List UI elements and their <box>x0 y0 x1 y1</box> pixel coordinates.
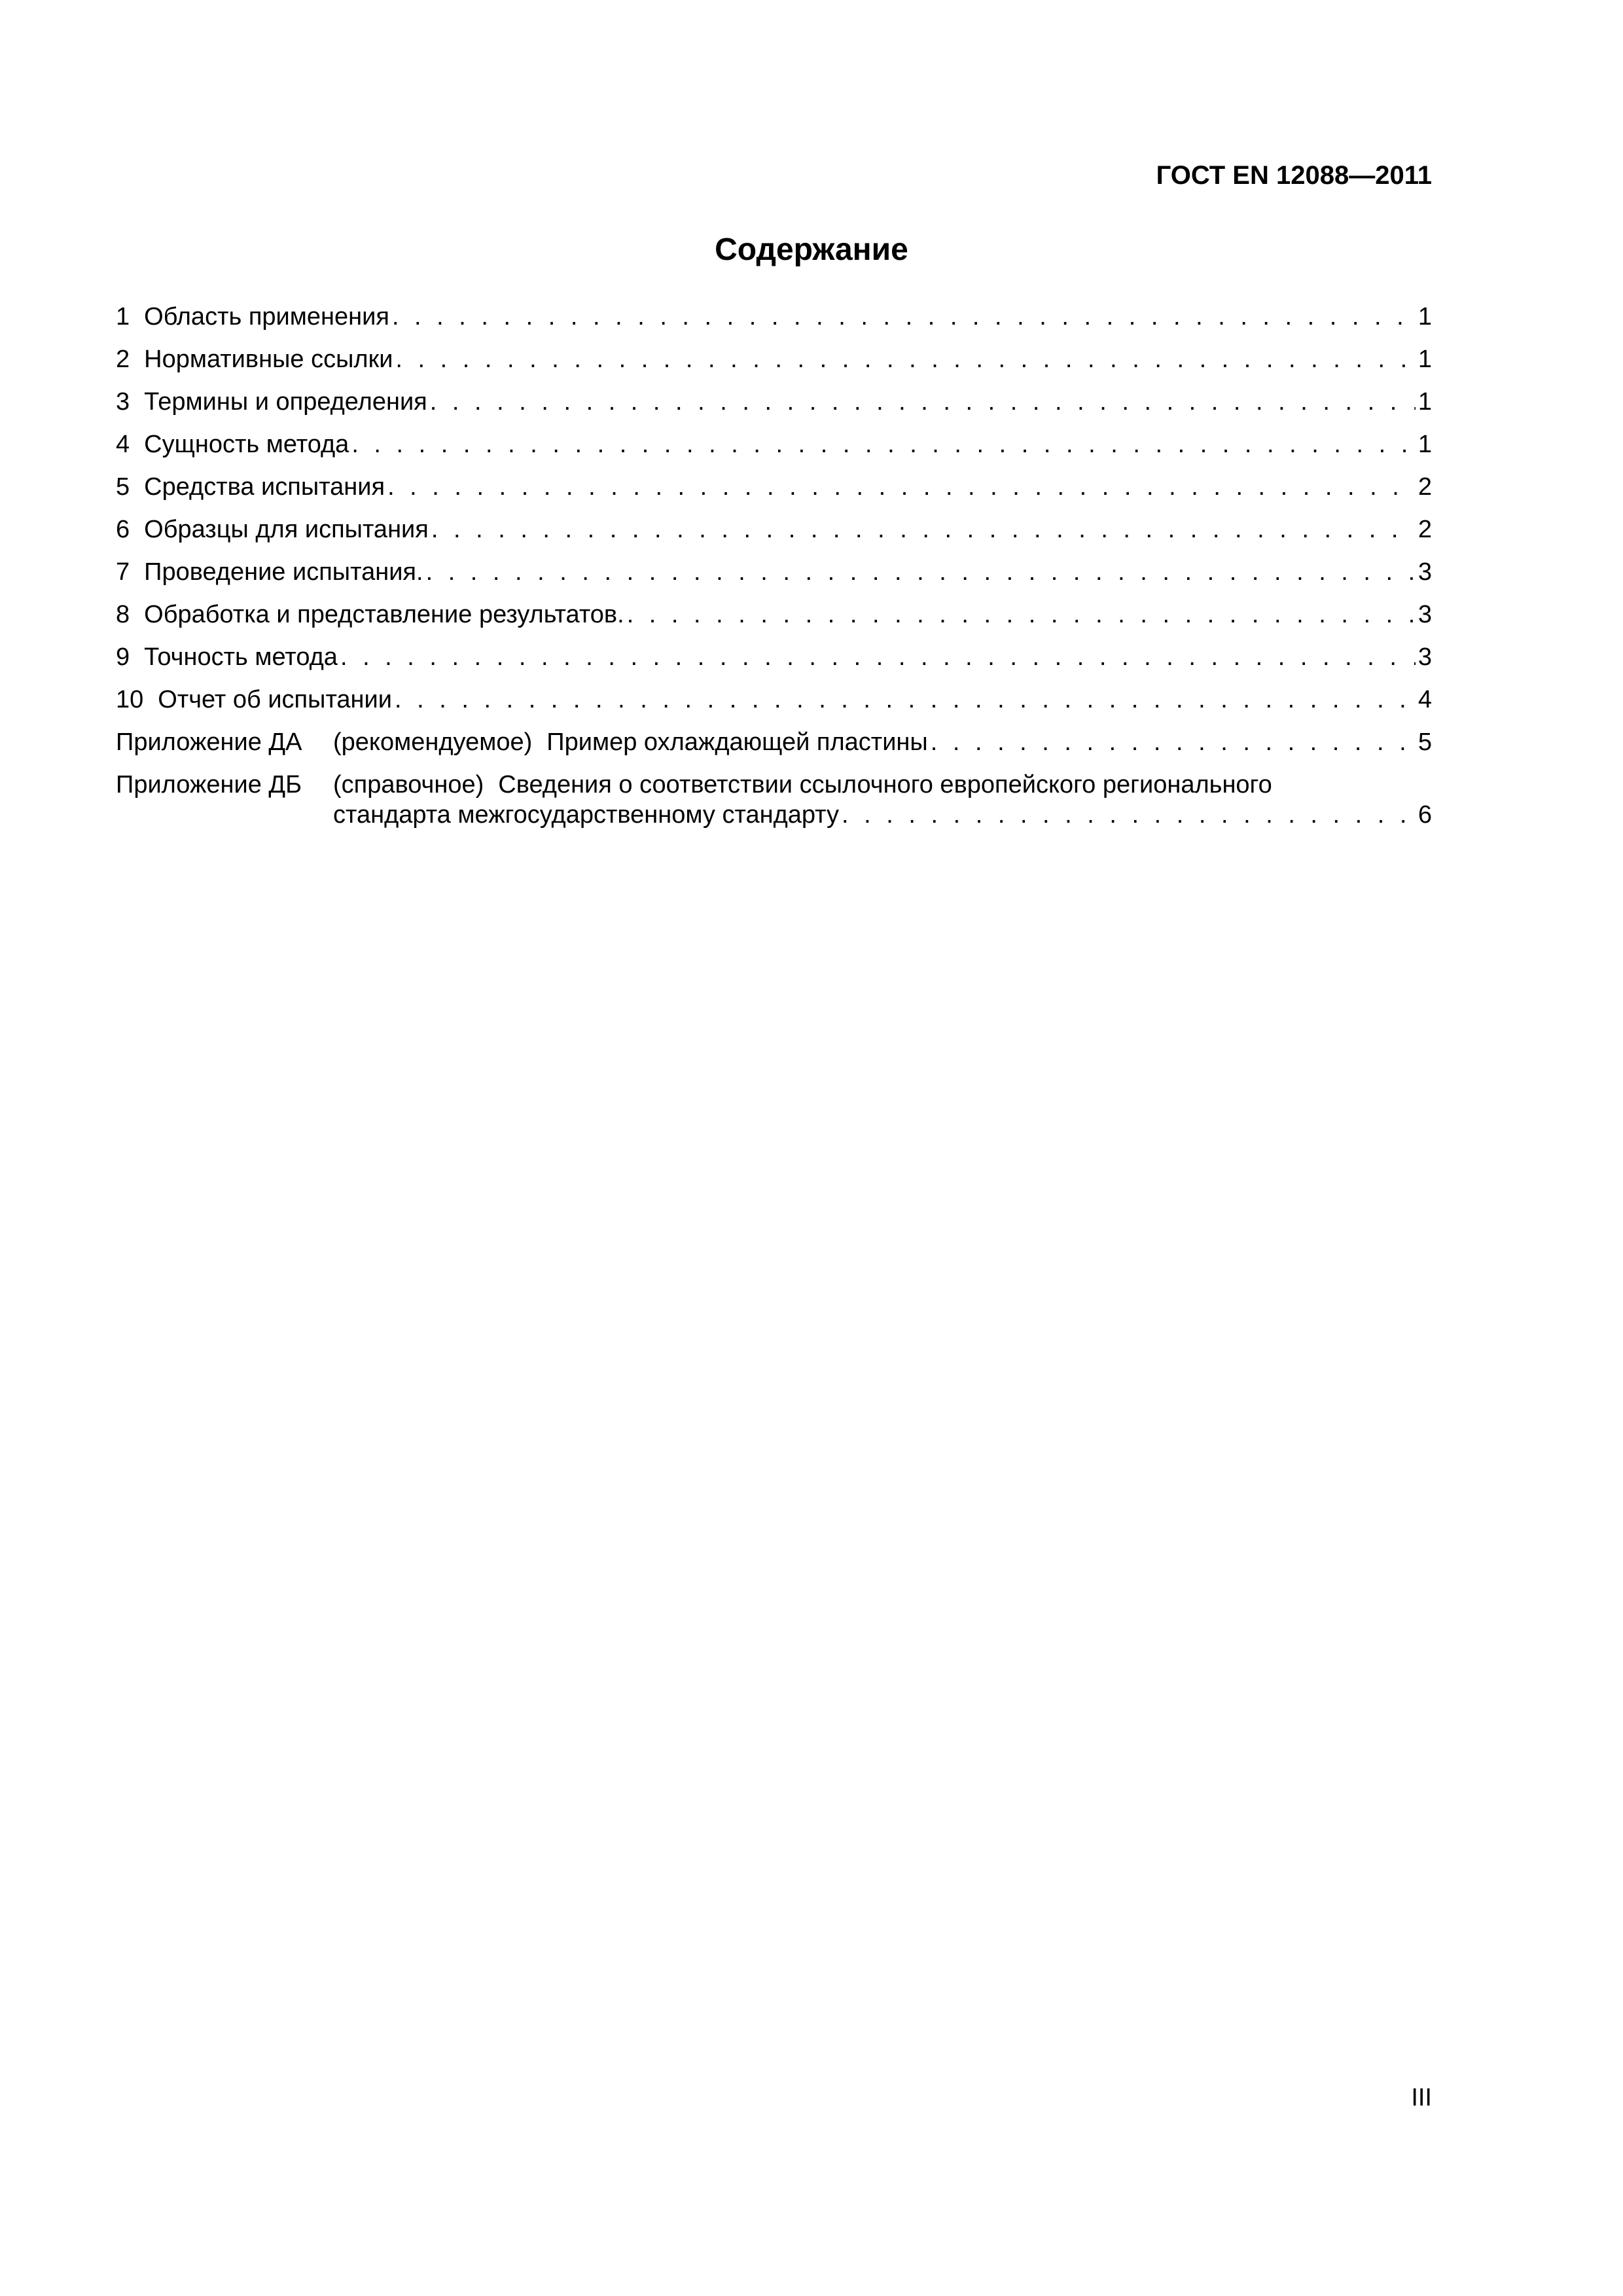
toc-entry-title: Нормативные ссылки <box>144 346 393 373</box>
toc-entry-page: 1 <box>1416 430 1432 460</box>
annex-label: Приложение ДА <box>116 728 302 756</box>
toc-entry-title: Термины и определения <box>144 388 427 416</box>
toc-entry-6[interactable] <box>116 515 1432 558</box>
toc-entry-number: 8 <box>116 601 130 628</box>
document-code: ГОСТ EN 12088—2011 <box>1156 161 1432 190</box>
table-of-contents <box>116 302 1432 842</box>
toc-entry-5[interactable] <box>116 473 1432 515</box>
toc-leader-dots <box>387 473 1416 503</box>
toc-leader-dots <box>627 600 1416 630</box>
toc-entry-page: 6 <box>1416 800 1432 831</box>
toc-entry-title: Точность метода <box>144 643 338 671</box>
toc-entry-10[interactable] <box>116 685 1432 728</box>
annex-type: (рекомендуемое) <box>333 728 533 756</box>
toc-leader-dots <box>395 345 1415 375</box>
toc-entry-page: 3 <box>1416 600 1432 630</box>
toc-leader-dots <box>340 643 1416 673</box>
toc-entry-page: 1 <box>1416 302 1432 332</box>
toc-entry-page: 1 <box>1416 387 1432 418</box>
toc-entry-number: 3 <box>116 388 130 416</box>
annex-title: Пример охлаждающей пластины <box>546 728 928 756</box>
annex-title-line2: стандарта межгосударственному стандарту <box>333 800 842 831</box>
toc-entry-title: Проведение испытания. <box>144 558 423 586</box>
toc-entry-number: 2 <box>116 346 130 373</box>
toc-entry-1[interactable] <box>116 302 1432 345</box>
toc-annex-da[interactable] <box>116 728 1432 770</box>
toc-entry-number: 6 <box>116 516 130 543</box>
page-number: III <box>1411 2084 1432 2111</box>
toc-entry-8[interactable] <box>116 600 1432 643</box>
toc-entry-number: 4 <box>116 431 130 458</box>
toc-leader-dots <box>392 302 1416 332</box>
toc-entry-title: Образцы для испытания <box>144 516 429 543</box>
toc-entry-page: 3 <box>1416 643 1432 673</box>
toc-entry-page: 3 <box>1416 558 1432 588</box>
toc-entry-number: 5 <box>116 473 130 501</box>
toc-entry-title: Область применения <box>144 303 389 331</box>
annex-type: (справочное) <box>333 771 484 798</box>
toc-leader-dots <box>430 387 1416 418</box>
toc-annex-db[interactable] <box>116 770 1432 842</box>
toc-entry-9[interactable] <box>116 643 1432 685</box>
toc-entry-number: 1 <box>116 303 130 331</box>
toc-entry-4[interactable] <box>116 430 1432 473</box>
toc-leader-dots <box>931 728 1416 758</box>
toc-entry-number: 10 <box>116 686 144 713</box>
toc-leader-dots <box>431 515 1416 545</box>
annex-title-line1: Сведения о соответствии ссылочного европейского регионального <box>498 771 1272 798</box>
toc-entry-title: Сущность метода <box>144 431 349 458</box>
toc-entry-title: Отчет об испытании <box>158 686 392 713</box>
toc-entry-2[interactable] <box>116 345 1432 387</box>
toc-leader-dots <box>395 685 1416 715</box>
toc-entry-page: 2 <box>1416 473 1432 503</box>
toc-leader-dots <box>351 430 1416 460</box>
toc-entry-number: 7 <box>116 558 130 586</box>
toc-entry-title: Обработка и представление результатов. <box>144 601 624 628</box>
toc-entry-page: 2 <box>1416 515 1432 545</box>
annex-label: Приложение ДБ <box>116 771 302 798</box>
toc-entry-page: 1 <box>1416 345 1432 375</box>
toc-entry-7[interactable] <box>116 558 1432 600</box>
toc-entry-number: 9 <box>116 643 130 671</box>
toc-entry-title: Средства испытания <box>144 473 385 501</box>
toc-entry-page: 4 <box>1416 685 1432 715</box>
toc-title: Содержание <box>715 232 908 267</box>
toc-leader-dots <box>426 558 1416 588</box>
toc-entry-page: 5 <box>1416 728 1432 758</box>
toc-leader-dots <box>842 800 1416 831</box>
toc-entry-3[interactable] <box>116 387 1432 430</box>
